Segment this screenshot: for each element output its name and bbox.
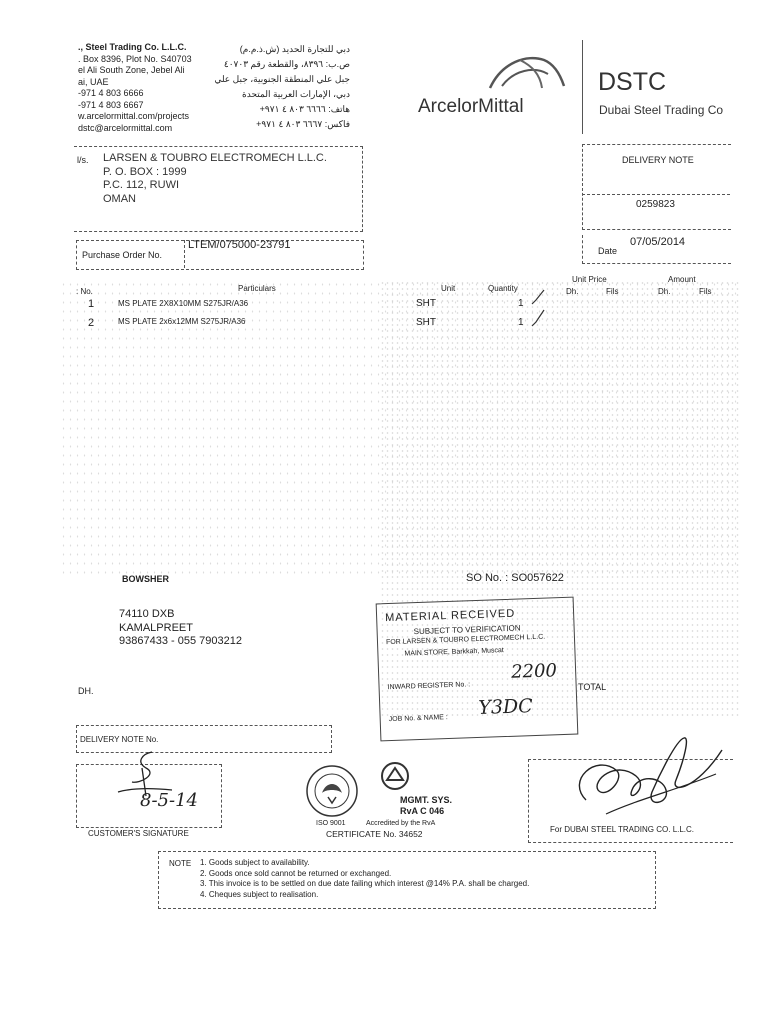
shipping-line: 93867433 - 055 7903212 [119, 635, 242, 647]
customer-line: OMAN [103, 192, 136, 205]
note-item: 3. This invoice is to be settled on due date failing which interest @14% P.A. shall be charged. [200, 879, 530, 888]
delivery-note-no-label: DELIVERY NOTE No. [80, 735, 159, 744]
header-divider [582, 40, 583, 134]
col-header-amount-fils: Fils [699, 287, 712, 296]
so-label: SO No. : [466, 572, 509, 584]
total-label: TOTAL [578, 682, 607, 692]
col-header-no: : No. [76, 287, 93, 296]
date-label: Date [598, 246, 618, 256]
col-header-dh: Dh. [566, 287, 579, 296]
row-unit: SHT [416, 317, 436, 328]
delivery-note-divider [582, 194, 730, 195]
row-no: 1 [88, 298, 95, 310]
address-line: -971 4 803 6667 [78, 99, 144, 110]
note-item: 4. Cheques subject to realisation. [200, 889, 319, 899]
address-line: el Ali South Zone, Jebel Ali [78, 65, 185, 75]
arabic-line: جبل علي المنطقة الجنوبية، جبل علي [214, 74, 350, 84]
tick-mark-icon [528, 286, 552, 330]
arcelormittal-logo-icon [482, 52, 572, 94]
row-quantity: 1 [518, 298, 524, 309]
inward-register-label: INWARD REGISTER No. : [387, 681, 471, 692]
row-quantity: 1 [518, 317, 524, 328]
shipping-line: KAMALPREET [119, 621, 193, 634]
inward-register-value: 2200 [510, 660, 558, 683]
dh-label: DH. [78, 686, 94, 696]
company-signature-scribble [566, 730, 726, 830]
arabic-line: دبي، الإمارات العربية المتحدة [242, 89, 350, 99]
company-signature-label: For DUBAI STEEL TRADING CO. L.L.C. [550, 825, 695, 834]
customer-signature-label: CUSTOMER'S SIGNATURE [88, 829, 189, 838]
rva-logo-icon [379, 760, 411, 792]
col-header-particulars: Particulars [238, 284, 276, 293]
notes-list [200, 858, 529, 900]
col-header-amount-dh: Dh. [658, 287, 671, 296]
purchase-order-value: LTEM/075000-23791 [188, 239, 291, 251]
col-header-unit: Unit [441, 284, 456, 293]
table-row [0, 298, 768, 312]
dstc-title: DSTC [598, 68, 667, 96]
cert-mgmt: MGMT. SYS. [400, 795, 453, 805]
note-item: 2. Goods once sold cannot be returned or exchanged. [200, 868, 392, 878]
note-item: 1. Goods subject to availability. [200, 858, 310, 867]
customer-line: LARSEN & TOUBRO ELECTROMECH L.L.C. [103, 152, 327, 164]
brand-name: ArcelorMittal [418, 96, 524, 117]
address-line: ai, UAE [78, 76, 109, 87]
stamp-line: FOR LARSEN & TOUBRO ELECTROMECH L.L.C. [385, 633, 546, 647]
job-label: JOB No. & NAME : [388, 714, 448, 724]
row-no: 2 [88, 317, 95, 329]
col-header-unit-price: Unit Price [572, 275, 607, 284]
stamp-title: MATERIAL RECEIVED [384, 607, 516, 625]
row-particulars: MS PLATE 2X8X10MM S275JR/A36 [118, 299, 249, 308]
so-value: SO057622 [511, 572, 564, 584]
so-number-label [466, 572, 564, 584]
col-header-amount: Amount [668, 275, 696, 284]
arabic-line: هاتف: ٦٦٦٦ ٨٠٣ ٤ ٩٧١+ [259, 104, 350, 114]
date-value: 07/05/2014 [630, 236, 686, 248]
bowsher-label: BOWSHER [122, 574, 169, 584]
stamp-line: SUBJECT TO VERIFICATION [413, 623, 521, 637]
cert-accredited: Accredited by the RvA [366, 820, 436, 827]
address-line: dstc@arcelormittal.com [78, 122, 173, 133]
delivery-note-title: DELIVERY NOTE [622, 155, 694, 165]
table-row [0, 316, 768, 330]
arabic-line: ص.ب: ٨٣٩٦، والقطعة رقم ٤٠٧٠٣ [223, 59, 350, 69]
purchase-order-divider [184, 240, 186, 268]
address-line: ., Steel Trading Co. L.L.C. [78, 42, 187, 52]
notes-label: NOTE [169, 859, 192, 868]
customer-label: l/s. [77, 155, 89, 165]
cert-iso: ISO 9001 [316, 820, 346, 827]
customer-signature-date: 8-5-14 [140, 790, 198, 811]
customer-line: P. O. BOX : 1999 [103, 165, 187, 178]
company-address-arabic [214, 42, 350, 132]
arabic-line: دبي للتجارة الحديد (ش.ذ.م.م) [239, 44, 350, 54]
cert-certificate-number: CERTIFICATE No. 34652 [326, 829, 423, 839]
address-line: w.arcelormittal.com/projects [78, 111, 190, 121]
customer-line: P.C. 112, RUWI [103, 179, 180, 191]
address-line: -971 4 803 6666 [78, 88, 144, 98]
shipping-line: 74110 DXB [119, 608, 175, 620]
purchase-order-label: Purchase Order No. [82, 250, 163, 260]
stamp-line: MAIN STORE, Barkkah, Muscat [404, 647, 504, 658]
cert-rva: RvA C 046 [400, 806, 445, 816]
col-header-fils: Fils [606, 287, 619, 296]
customer-address [103, 152, 327, 206]
row-particulars: MS PLATE 2x6x12MM S275JR/A36 [118, 317, 246, 326]
material-received-stamp [376, 597, 579, 742]
address-line: . Box 8396, Plot No. S40703 [78, 53, 192, 64]
col-header-quantity: Quantity [488, 284, 518, 293]
quality-seal-icon [304, 763, 360, 819]
company-address-block [78, 42, 192, 134]
arabic-line: فاكس: ٦٦٦٧ ٨٠٣ ٤ ٩٧١+ [256, 119, 350, 129]
job-value: Y3DC [477, 695, 534, 719]
shipping-lines [119, 608, 242, 649]
delivery-note-number: 0259823 [636, 199, 675, 210]
row-unit: SHT [416, 298, 436, 309]
dstc-full-name: Dubai Steel Trading Co [599, 103, 724, 117]
